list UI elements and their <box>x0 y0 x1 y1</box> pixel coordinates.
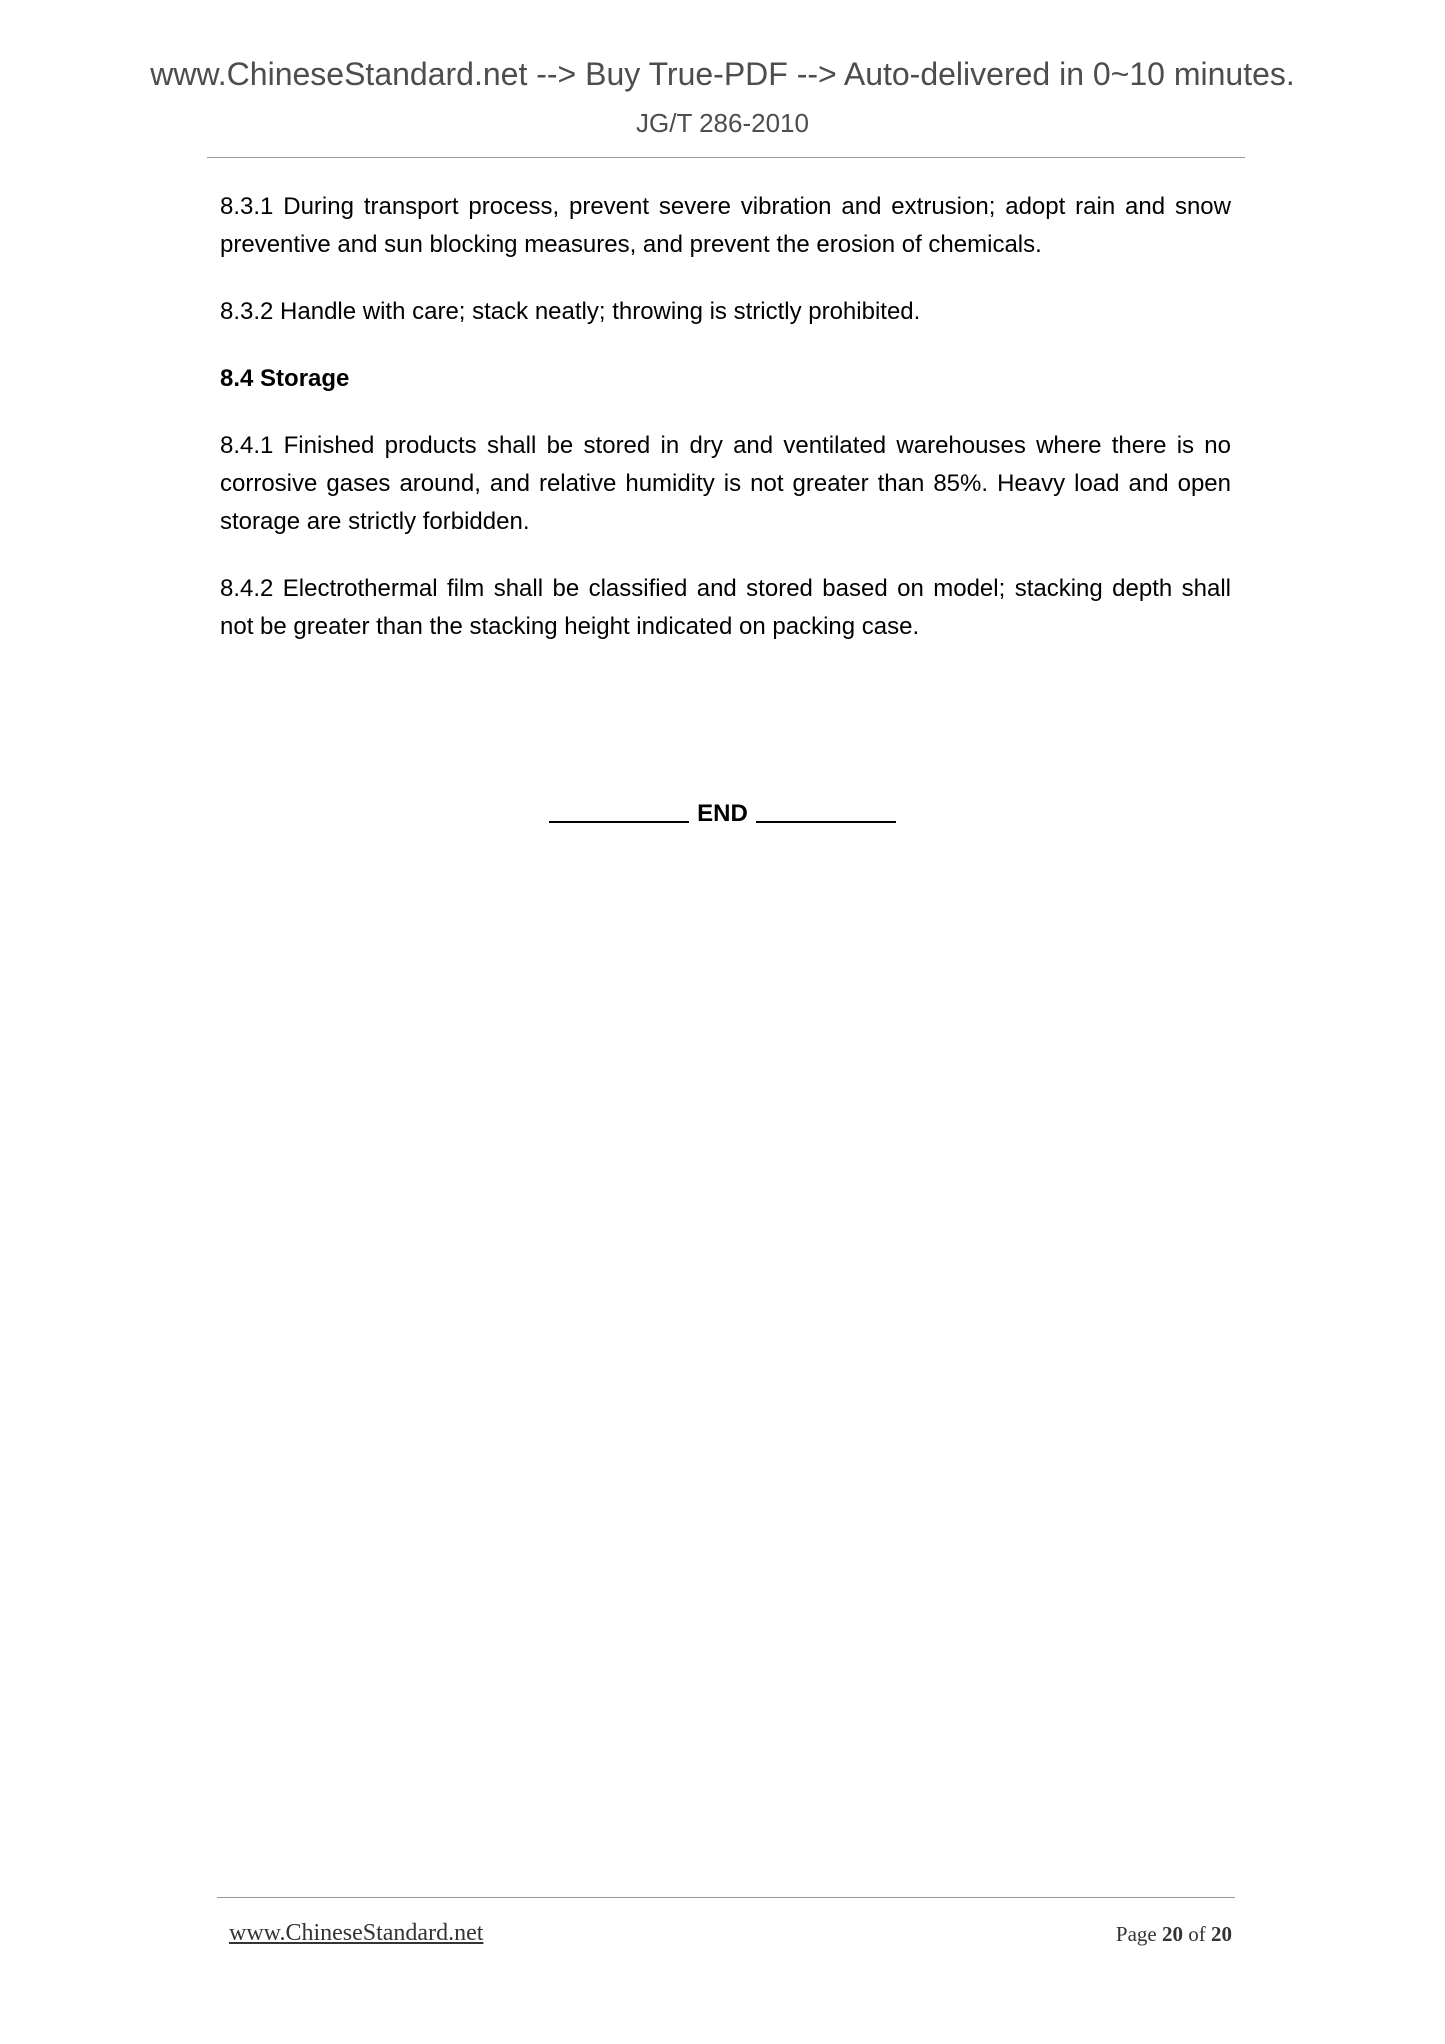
document-code: JG/T 286-2010 <box>636 108 809 138</box>
page-current: 20 <box>1162 1922 1183 1946</box>
page-indicator <box>1116 1922 1232 1947</box>
end-label: END <box>697 800 748 827</box>
clause-8-4-2: 8.4.2 Electrothermal film shall be classified and stored based on model; stacking depth shall not be greater than the stacking height indicated on packing case. <box>220 575 1231 640</box>
top-banner: www.ChineseStandard.net --> Buy True-PDF --> Auto-delivered in 0~10 minutes. <box>150 56 1295 92</box>
header-divider <box>207 157 1245 158</box>
clause-8-4-1: 8.4.1 Finished products shall be stored in dry and ventilated warehouses where there is no corrosive gases around, and relative humidity is not greater than 85%. Heavy load and open storage are strictly forbidden. <box>220 432 1231 535</box>
clause-8-3-2: 8.3.2 Handle with care; stack neatly; throwing is strictly prohibited. <box>220 298 921 325</box>
of-word: of <box>1188 1922 1206 1946</box>
page-total: 20 <box>1211 1922 1232 1946</box>
footer-site-link[interactable]: www.ChineseStandard.net <box>229 1920 484 1946</box>
end-rule-left <box>549 821 689 823</box>
document-body <box>220 188 1231 675</box>
page-word: Page <box>1115 1922 1157 1946</box>
footer-divider <box>217 1897 1235 1898</box>
section-heading-storage: 8.4 Storage <box>220 365 350 392</box>
end-marker <box>0 800 1445 828</box>
end-rule-right <box>756 821 896 823</box>
clause-8-3-1: 8.3.1 During transport process, prevent severe vibration and extrusion; adopt rain and snow preventive and sun blocking measures, and prevent the erosion of chemicals. <box>220 193 1231 258</box>
